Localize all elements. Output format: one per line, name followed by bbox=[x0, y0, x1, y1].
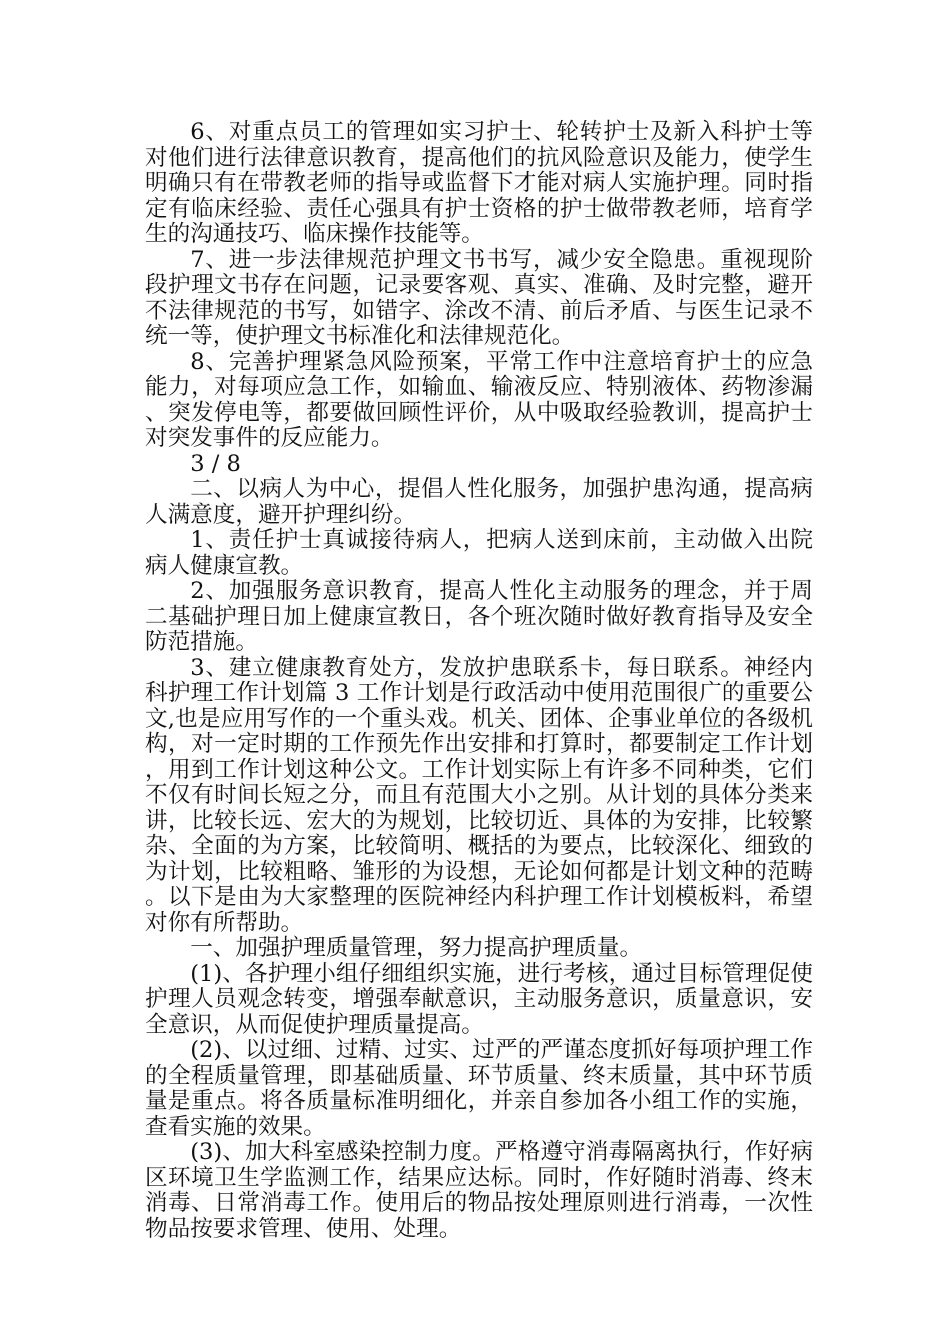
paragraph-item-1: 1、责任护士真诚接待病人，把病人送到床前，主动做入出院病人健康宣教。 bbox=[145, 527, 813, 579]
paragraph-item-2: 2、加强服务意识教育，提高人性化主动服务的理念，并于周二基础护理日加上健康宣教日，各个班次随时做好教育指导及安全防范措施。 bbox=[145, 578, 813, 655]
section-heading-2: 二、以病人为中心，提倡人性化服务，加强护患沟通，提高病人满意度，避开护理纠纷。 bbox=[145, 476, 813, 528]
paragraph-item-8: 8、完善护理紧急风险预案，平常工作中注意培育护士的应急能力，对每项应急工作，如输血、输液反应、特别液体、药物渗漏、突发停电等，都要做回顾性评价，从中吸取经验教训，提高护士对突发事件的反应能力。 bbox=[145, 348, 813, 451]
paragraph-subitem-2: (2)、以过细、过精、过实、过严的严谨态度抓好每项护理工作的全程质量管理，即基础质量、环节质量、终末质量，其中环节质量是重点。将各质量标准明细化，并亲自参加各小组工作的实施，查看实施的效果。 bbox=[145, 1037, 813, 1140]
section-heading-1: 一、加强护理质量管理，努力提高护理质量。 bbox=[190, 935, 643, 961]
paragraph-item-7: 7、进一步法律规范护理文书书写，减少安全隐患。重视现阶段护理文书存在问题，记录要客观、真实、准确、及时完整，避开不法律规范的书写，如错字、涂改不清、前后矛盾、与医生记录不统一等，使护理文书标准化和法律规范化。 bbox=[145, 246, 813, 349]
paragraph-subitem-1: (1)、各护理小组仔细组织实施，进行考核，通过目标管理促使护理人员观念转变，增强奉献意识，主动服务意识，质量意识，安全意识，从而促使护理质量提高。 bbox=[145, 960, 813, 1038]
paragraph-item-3: 3、建立健康教育处方，发放护患联系卡，每日联系。神经内科护理工作计划篇 3 工作计划是行政活动中使用范围很广的重要公文,也是应用写作的一个重头戏。机关、团体、企事业单位的各级机构，对一定时期的工作预先作出安排和打算时，都要制定工作计划，用到工作计划这种公文。工作计划实际上有许多不同种类，它们不仅有时间长短之分，而且有范围大小之别。从计划的具体分类来讲，比较长远、宏大的为规划，比较切近、具体的为安排，比较繁杂、全面的为方案，比较简明、概括的为要点，比较深化、细致的为计划，比较粗略、雏形的为设想，无论如何都是计划文种的范畴。以下是由为大家整理的医院神经内科护理工作计划模板料，希望对你有所帮助。 bbox=[145, 654, 813, 936]
document-page bbox=[145, 120, 813, 1242]
page-number: 3 / 8 bbox=[190, 450, 241, 477]
paragraph-subitem-3: (3)、加大科室感染控制力度。严格遵守消毒隔离执行，作好病区环境卫生学监测工作，结果应达标。同时，作好随时消毒、终末消毒、日常消毒工作。使用后的物品按处理原则进行消毒，一次性物品按要求管理、使用、处理。 bbox=[145, 1139, 813, 1242]
paragraph-item-6: 6、对重点员工的管理如实习护士、轮转护士及新入科护士等对他们进行法律意识教育，提高他们的抗风险意识及能力，使学生明确只有在带教老师的指导或监督下才能对病人实施护理。同时指定有临床经验、责任心强具有护士资格的护士做带教老师，培育学生的沟通技巧、临床操作技能等。 bbox=[145, 119, 813, 247]
